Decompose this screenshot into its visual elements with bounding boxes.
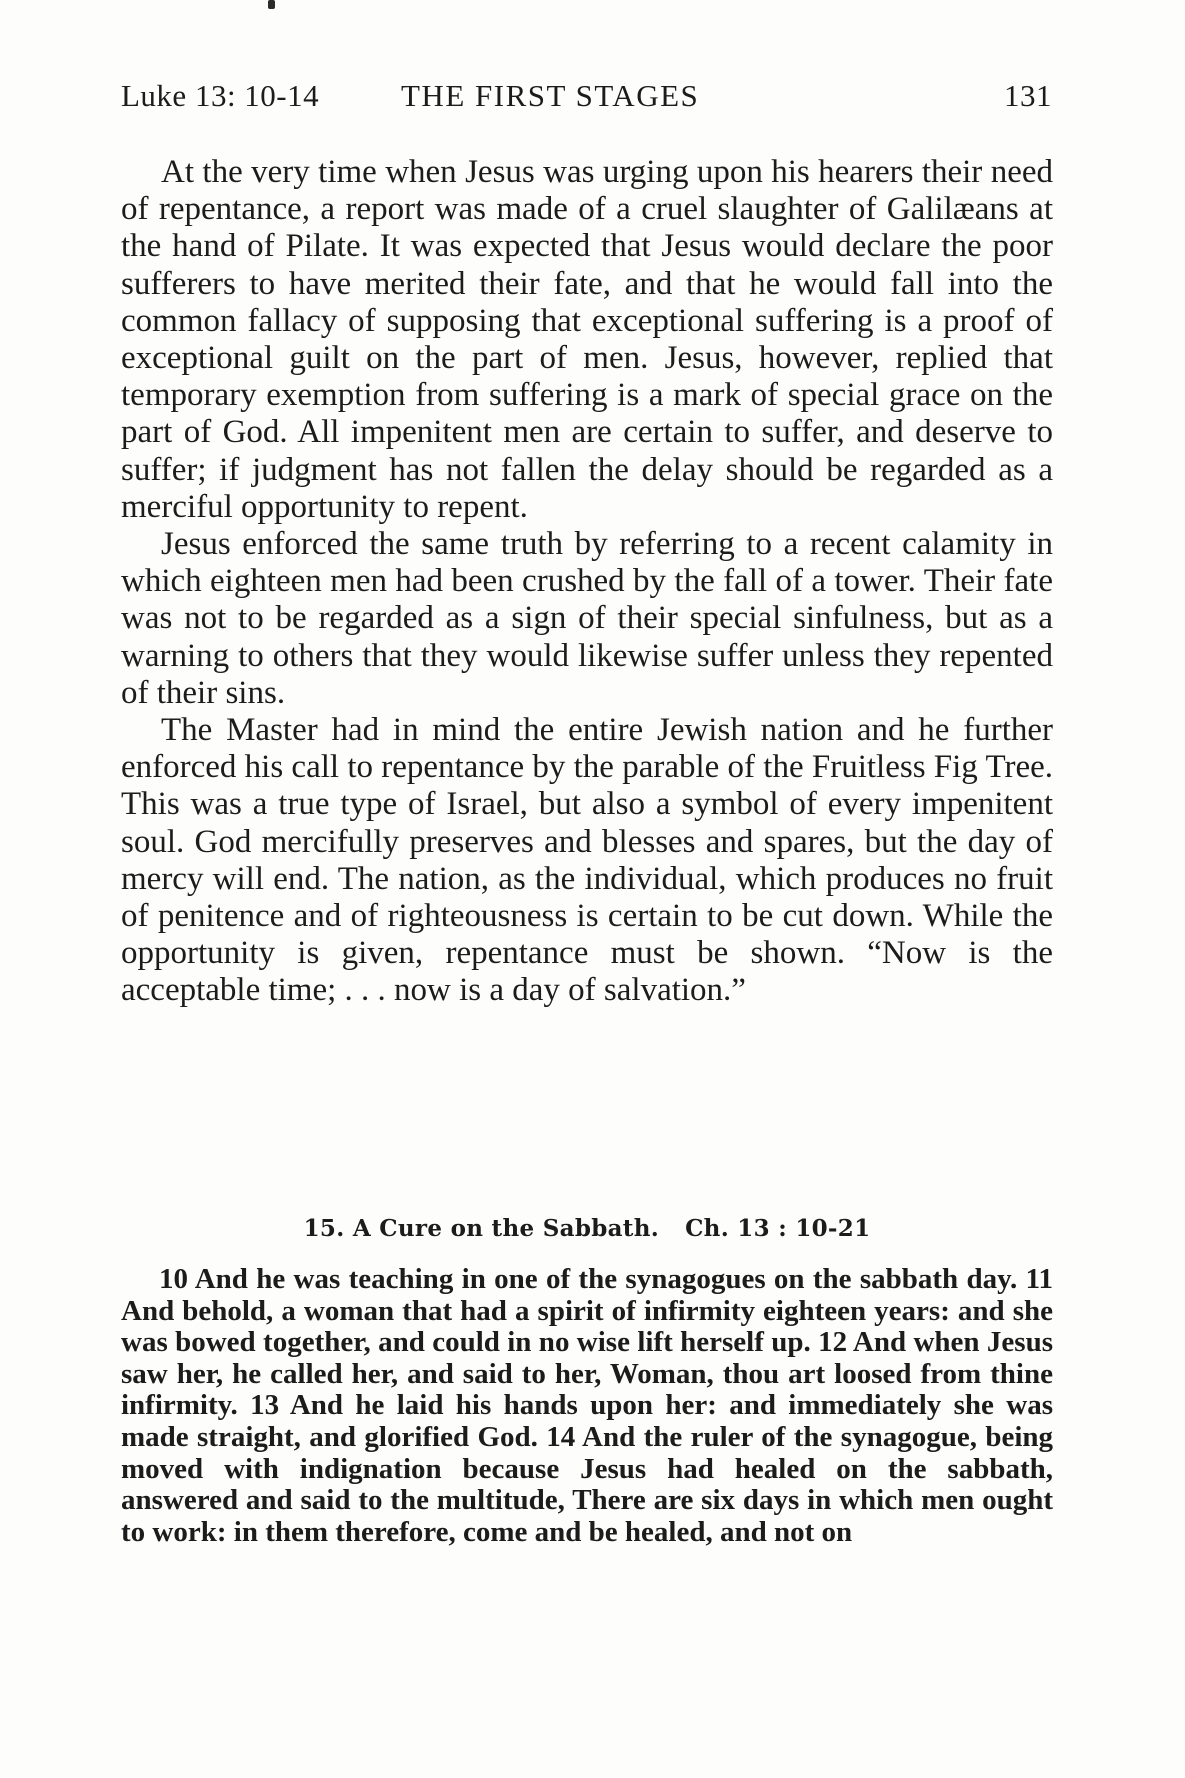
scripture-passage <box>121 1264 1053 1548</box>
ink-speck <box>268 0 275 9</box>
section-title: 15. A Cure on the Sabbath. <box>303 1215 660 1242</box>
scripture-paragraph: 10 And he was teaching in one of the synagogues on the sabbath day. 11 And behold, a woman that had a spirit of infirmity eighteen years: and she was bowed together, and could in no wise lift herself up. 12 And when Jesus saw her, he called her, and said to her, Woman, thou art loosed from thine infirmity. 13 And he laid his hands upon her: and immediately she was made straight, and glorified God. 14 And the ruler of the synagogue, being moved with indignation because Jesus had healed on the sabbath, answered and said to the multitude, There are six days in which men ought to work: in them therefore, come and be healed, and not on <box>121 1263 1053 1548</box>
commentary-text <box>121 154 1053 1010</box>
section-chapter-reference: Ch. 13 : 10-21 <box>685 1215 871 1242</box>
running-header <box>121 78 1052 122</box>
section-heading <box>121 1215 1053 1242</box>
commentary-paragraph: At the very time when Jesus was urging upon his hearers their need of repentance, a report was made of a cruel slaughter of Galilæans at the hand of Pilate. It was expected that Jesus would declare the poor sufferers to have merited their fate, and that he would fall into the common fallacy of supposing that exceptional suffering is a proof of exceptional guilt on the part of men. Jesus, however, replied that temporary exemption from suffering is a mark of special grace on the part of God. All impenitent men are certain to suffer, and deserve to suffer; if judgment has not fallen the delay should be regarded as a merciful opportunity to repent. <box>121 154 1053 525</box>
header-scripture-reference: Luke 13: 10-14 <box>121 78 320 113</box>
page-number: 131 <box>1004 78 1052 113</box>
commentary-paragraph: Jesus enforced the same truth by referring to a recent calamity in which eighteen men had been crushed by the fall of a tower. Their fate was not to be regarded as a sign of their special sinfulness, but as a warning to others that they would likewise suffer unless they repented of their sins. <box>121 526 1053 711</box>
header-title: THE FIRST STAGES <box>401 78 700 113</box>
commentary-paragraph: The Master had in mind the entire Jewish nation and he further enforced his call to repentance by the parable of the Fruitless Fig Tree. This was a true type of Israel, but also a symbol of every impenitent soul. God mercifully preserves and blesses and spares, but the day of mercy will end. The nation, as the individual, which produces no fruit of penitence and of righteousness is certain to be cut down. While the opportunity is given, repentance must be shown. “Now is the acceptable time; . . . now is a day of salvation.” <box>121 712 1053 1009</box>
